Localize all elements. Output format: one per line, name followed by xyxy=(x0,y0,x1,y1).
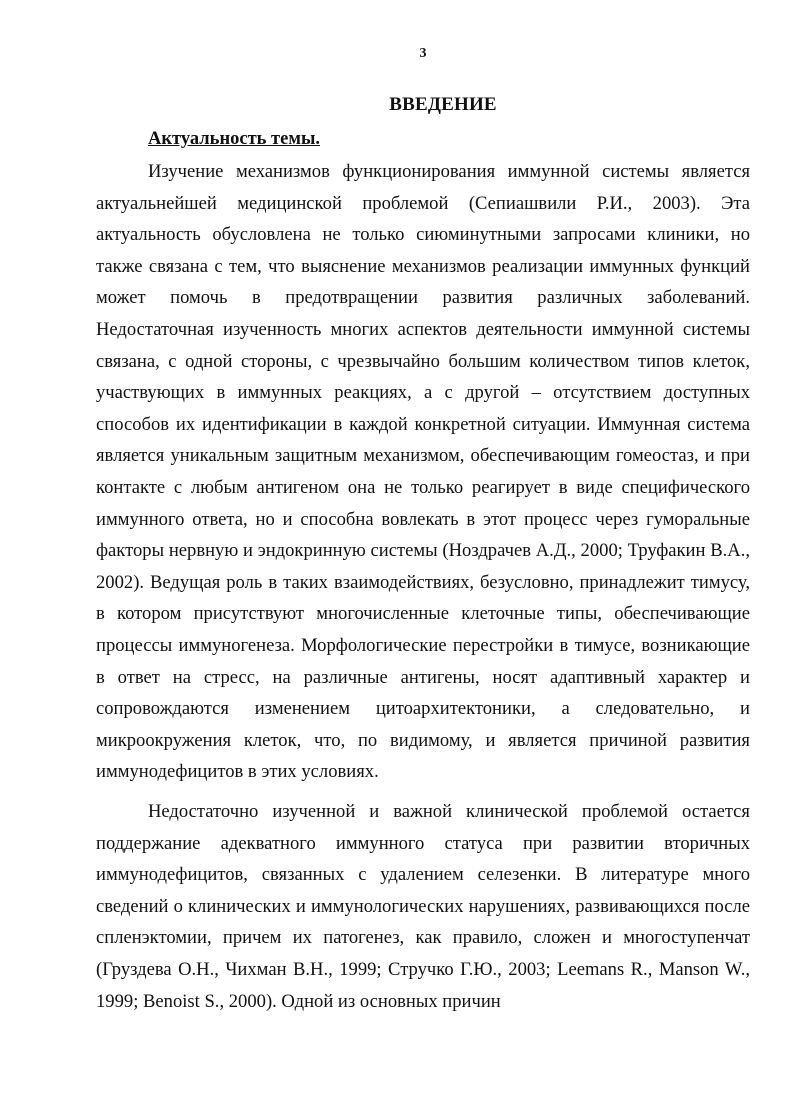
paragraph-relevance: Изучение механизмов функционирования иммунной системы является актуальнейшей медицинской проблемой (Сепиашвили Р.И., 2003). Эта актуальность обусловлена не только сиюминутными запросами клиники, но также связана с тем, что выяснение механизмов реализации иммунных функций может помочь в предотвращении развития различных заболеваний. Недостаточная изученность многих аспектов деятельности иммунной системы связана, с одной стороны, с чрезвычайно большим количеством типов клеток, участвующих в иммунных реакциях, а с другой – отсутствием доступных способов их идентификации в каждой конкретной ситуации. Иммунная система является уникальным защитным механизмом, обеспечивающим гомеостаз, и при контакте с любым антигеном она не только реагирует в виде специфического иммунного ответа, но и способна вовлекать в этот процесс через гуморальные факторы нервную и эндокринную системы (Ноздрачев А.Д., 2000; Труфакин В.А., 2002). Ведущая роль в таких взаимодействиях, безусловно, принадлежит тимусу, в котором присутствуют многочисленные клеточные типы, обеспечивающие процессы иммуногенеза. Морфологические перестройки в тимусе, возникающие в ответ на стресс, на различные антигены, носят адаптивный характер и сопровождаются изменением цитоархитектоники, а следовательно, и микроокружения клеток, что, по видимому, и является причиной развития иммунодефицитов в этих условиях. xyxy=(96,161,750,783)
page-number: 3 xyxy=(419,46,427,61)
subsection-heading: Актуальность темы. xyxy=(148,129,321,149)
paragraph-splenectomy: Недостаточно изученной и важной клинической проблемой остается поддержание адекватного иммунного статуса при развитии вторичных иммунодефицитов, связанных с удалением селезенки. В литературе много сведений о клинических и иммунологических нарушениях, развивающихся после спленэктомии, причем их патогенез, как правило, сложен и многоступенчат (Груздева О.Н., Чихман В.Н., 1999; Стручко Г.Ю., 2003; Leemans R., Manson W., 1999; Benoist S., 2000). Одной из основных причин xyxy=(96,801,750,1012)
section-heading: ВВЕДЕНИЕ xyxy=(389,94,497,115)
